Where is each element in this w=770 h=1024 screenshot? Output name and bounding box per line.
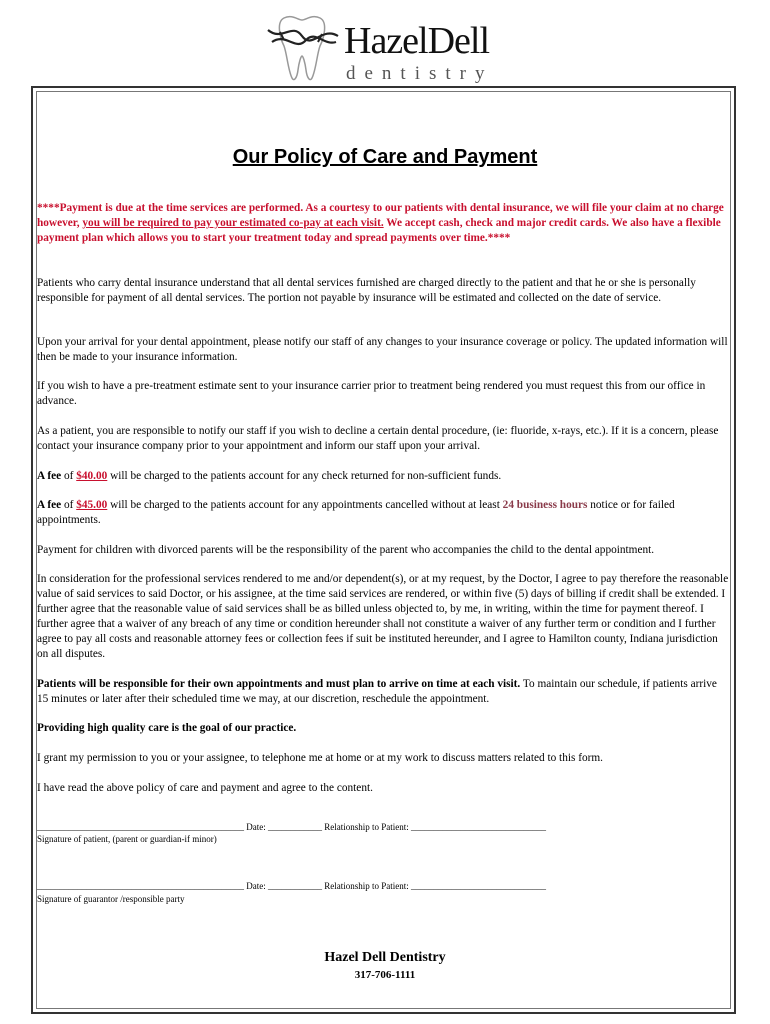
paragraph-decline: As a patient, you are responsible to notify our staff if you wish to decline a certain dental procedure, (ie: fluoride, x-rays, etc.). If it is a concern, please contact your insurance company prior to your appointment and inform our staff upon your arrival. xyxy=(37,425,719,452)
fee-label: A fee xyxy=(37,470,62,482)
paragraph-estimate: If you wish to have a pre-treatment estimate sent to your insurance carrier prior to treatment being rendered you must request this from our office in advance. xyxy=(37,380,706,407)
fee-label: A fee xyxy=(37,499,62,511)
appointments-bold: Patients will be responsible for their own appointments and must plan to arrive on time at each visit. xyxy=(37,678,521,690)
notice-text-2: We accept cash, check and major credit cards. We also have a flexible payment plan which allows you to start your treatment today and spread payments over time.**** xyxy=(37,217,721,244)
signature-line-patient[interactable]: ______________________________________________ Date: ____________ Relationship to Patient: ______________________________ xyxy=(37,822,546,832)
footer-practice-name: Hazel Dell Dentistry xyxy=(324,950,446,965)
paragraph-divorced: Payment for children with divorced parents will be the responsibility of the parent who accompanies the child to the dental appointment. xyxy=(37,544,655,556)
page-title: Our Policy of Care and Payment xyxy=(232,146,538,168)
fee-amount: $40.00 xyxy=(76,470,108,482)
notice-copay: you will be required to pay your estimated co-pay at each visit. xyxy=(82,217,384,229)
signature-line-guarantor[interactable]: ______________________________________________ Date: ____________ Relationship to Patient: ______________________________ xyxy=(37,881,546,891)
paragraph-permission: I grant my permission to you or your assignee, to telephone me at home or at my work to discuss matters related to this form. xyxy=(37,752,603,764)
signature-label-patient: Signature of patient, (parent or guardian-if minor) xyxy=(37,834,217,844)
paragraph-insurance: Patients who carry dental insurance understand that all dental services furnished are charged directly to the patient and that he or she is personally responsible for payment of all dental services. The portion not payable by insurance will be estimated and collected on the date of service. xyxy=(37,277,696,304)
paragraph-arrival: Upon your arrival for your dental appointment, please notify our staff of any changes to your insurance coverage or policy. The updated information will then be made to your insurance information. xyxy=(37,336,728,363)
logo xyxy=(262,12,512,86)
paragraph-fee-check: A fee of $40.00 will be charged to the patients account for any check returned for non-sufficient funds. xyxy=(37,470,502,482)
paragraph-fee-cancel: A fee of $45.00 will be charged to the patients account for any appointments cancelled without at least 24 business hours notice or for failed appointments. xyxy=(37,499,675,526)
paragraph-quality: Providing high quality care is the goal of our practice. xyxy=(37,722,297,734)
paragraph-consideration: In consideration for the professional services rendered to me and/or dependent(s), or at my request, by the Doctor, I agree to pay therefore the reasonable value of said services to said Doctor, or his assignee, at the time said services are rendered, or within five (5) days of billing if credit shall be extended. I further agree that the reasonable value of said services shall be as billed unless objected to, by me, in writing, within the time for payment thereof. I further agree that a waiver of any breach of any time or condition hereunder shall not constitute a waiver of any further term or condition and I further agree to pay all costs and reasonable attorney fees or collection fees if suit be instituted hereunder, and I agree to Hamilton county, Indiana jurisdiction on all disputes. xyxy=(37,573,729,660)
logo-subtitle: dentistry xyxy=(346,63,494,84)
footer-phone: 317-706-1111 xyxy=(354,969,416,981)
fee-amount: $45.00 xyxy=(76,499,108,511)
business-hours: 24 business hours xyxy=(502,499,588,511)
signature-label-guarantor: Signature of guarantor /responsible party xyxy=(37,894,185,904)
payment-notice xyxy=(37,201,729,246)
logo-name: HazelDell xyxy=(344,20,490,62)
notice-text-1: ****Payment is due at the time services are performed. As a courtesy to our patients with dental insurance, we will file your claim at no charge however, xyxy=(37,202,724,229)
tooth-icon xyxy=(262,12,342,84)
paragraph-agree: I have read the above policy of care and payment and agree to the content. xyxy=(37,782,373,794)
paragraph-appointments: Patients will be responsible for their own appointments and must plan to arrive on time at each visit. To maintain our schedule, if patients arrive 15 minutes or later after their scheduled time we may, at our discretion, reschedule the appointment. xyxy=(37,678,717,705)
